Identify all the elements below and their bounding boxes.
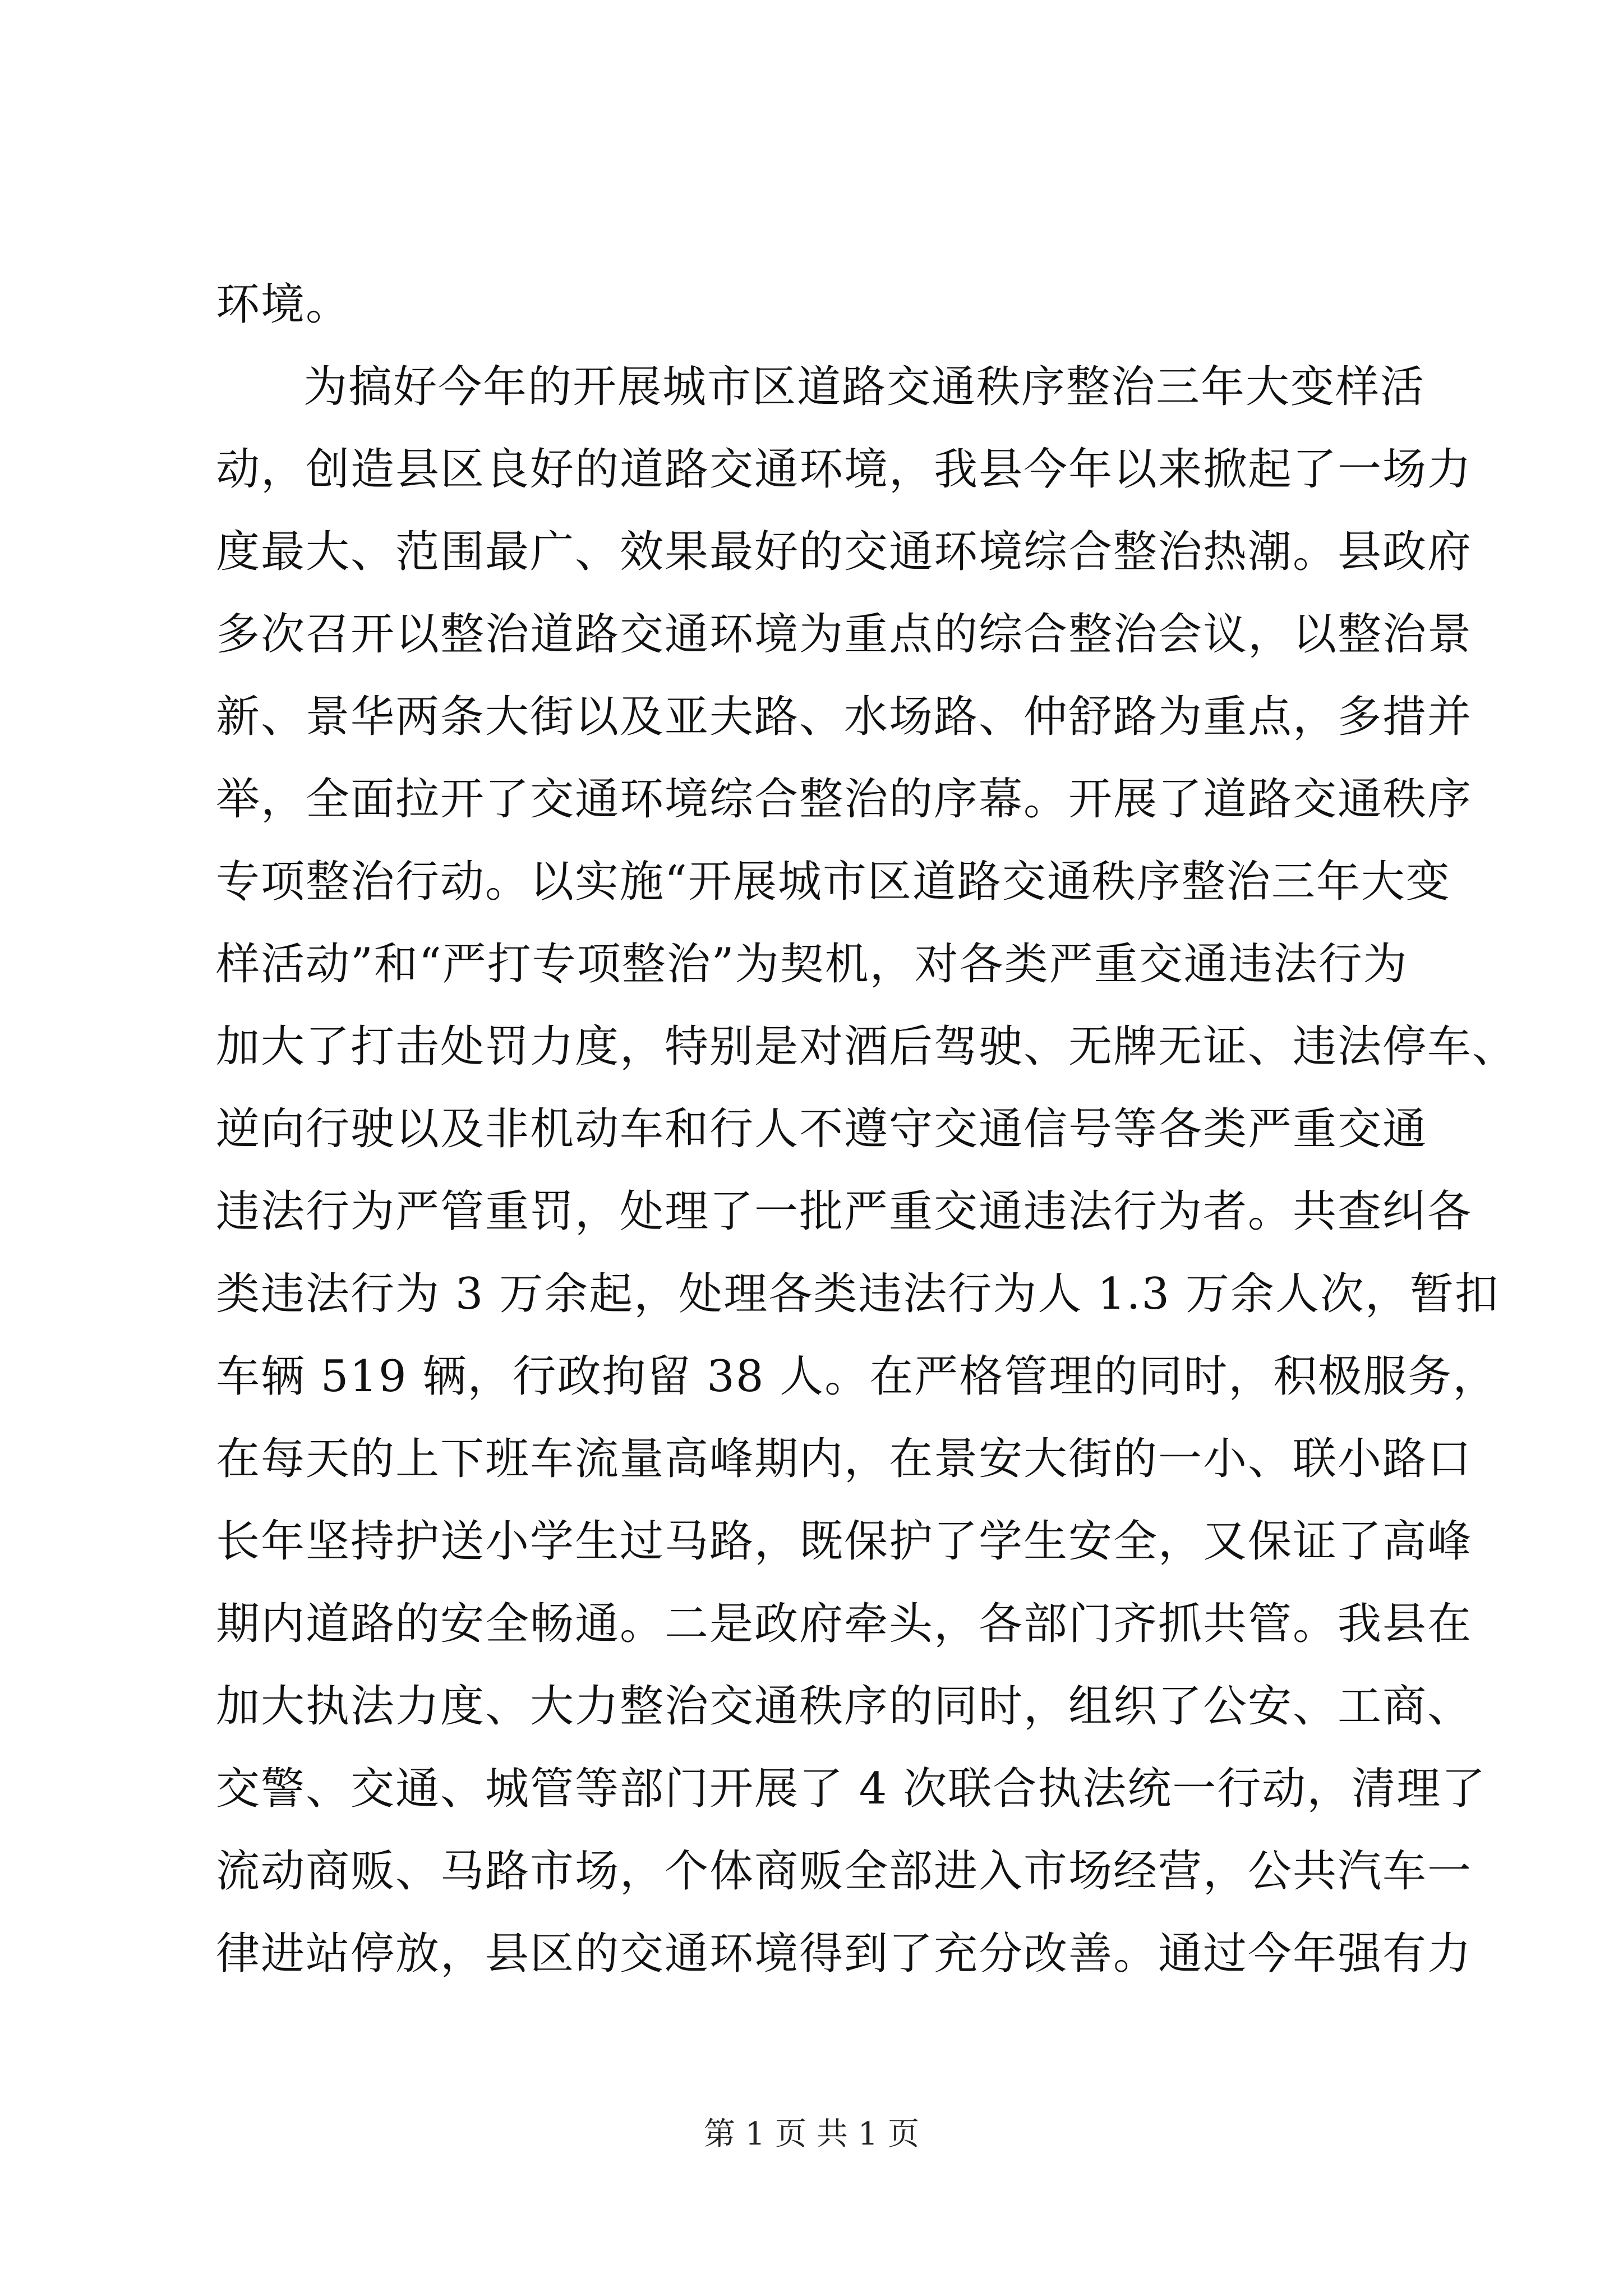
text-line: 车辆 519 辆，行政拘留 38 人。在严格管理的同时，积极服务， — [216, 1351, 1498, 1402]
text-line: 交警、交通、城管等部门开展了 4 次联合执法统一行动，清理了 — [216, 1764, 1487, 1814]
text-line: 流动商贩、马路市场，个体商贩全部进入市场经营，公共汽车一 — [216, 1846, 1473, 1897]
text-line: 类违法行为 3 万余起，处理各类违法行为人 1.3 万余人次，暂扣 — [216, 1269, 1500, 1319]
text-line: 样活动”和“严打专项整治”为契机，对各类严重交通违法行为 — [216, 939, 1408, 990]
text-line: 专项整治行动。以实施“开展城市区道路交通秩序整治三年大变 — [216, 857, 1451, 907]
text-line: 为搞好今年的开展城市区道路交通秩序整治三年大变样活 — [303, 362, 1426, 412]
text-line: 在每天的上下班车流量高峰期内，在景安大街的一小、联小路口 — [216, 1434, 1473, 1484]
text-line: 违法行为严管重罚，处理了一批严重交通违法行为者。共查纠各 — [216, 1186, 1473, 1237]
text-line: 动，创造县区良好的道路交通环境，我县今年以来掀起了一场力 — [216, 444, 1473, 495]
text-line: 新、景华两条大街以及亚夫路、水场路、仲舒路为重点，多措并 — [216, 692, 1473, 742]
text-line: 加大执法力度、大力整治交通秩序的同时，组织了公安、工商、 — [216, 1681, 1473, 1732]
text-line: 度最大、范围最广、效果最好的交通环境综合整治热潮。县政府 — [216, 527, 1473, 577]
text-line: 举，全面拉开了交通环境综合整治的序幕。开展了道路交通秩序 — [216, 774, 1473, 825]
text-line: 逆向行驶以及非机动车和行人不遵守交通信号等各类严重交通 — [216, 1104, 1428, 1154]
text-line: 期内道路的安全畅通。二是政府牵头，各部门齐抓共管。我县在 — [216, 1599, 1473, 1649]
page-footer: 第 1 页 共 1 页 — [703, 2116, 920, 2152]
text-line: 长年坚持护送小学生过马路，既保护了学生安全，又保证了高峰 — [216, 1516, 1473, 1567]
text-line: 律进站停放，县区的交通环境得到了充分改善。通过今年强有力 — [216, 1929, 1473, 1979]
text-line: 加大了打击处罚力度，特别是对酒后驾驶、无牌无证、违法停车、 — [216, 1022, 1518, 1072]
text-line: 多次召开以整治道路交通环境为重点的综合整治会议，以整治景 — [216, 609, 1473, 660]
body-text — [216, 264, 1518, 1995]
text-line: 环境。 — [216, 279, 351, 330]
